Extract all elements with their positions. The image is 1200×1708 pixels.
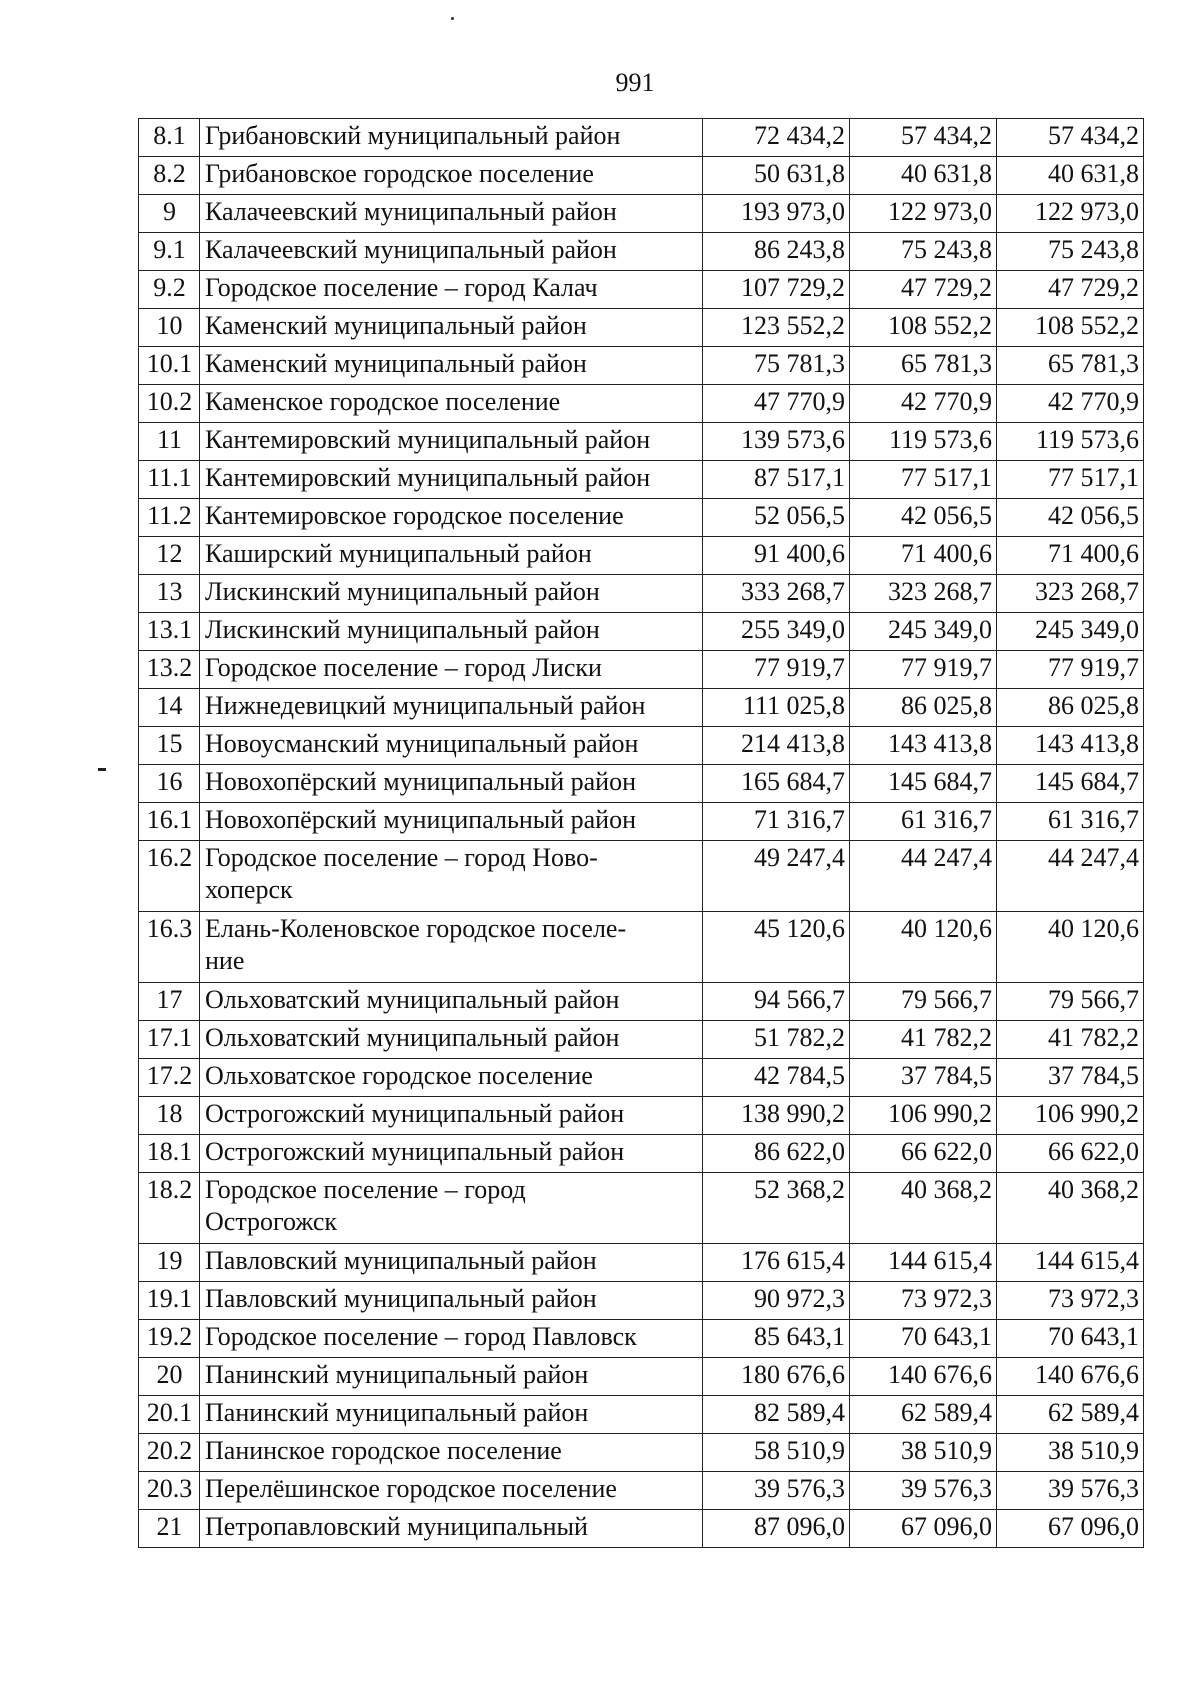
row-number-cell: 13 [139,575,200,613]
table-row [139,1135,1144,1173]
table-row [139,1320,1144,1358]
table-row [139,157,1144,195]
row-number-cell: 20.1 [139,1396,200,1434]
table-body [139,119,1144,1548]
value-cell-3: 323 268,7 [997,575,1144,613]
value-cell-2: 38 510,9 [850,1434,997,1472]
value-cell-3: 106 990,2 [997,1097,1144,1135]
value-cell-3: 119 573,6 [997,423,1144,461]
value-cell-2: 40 631,8 [850,157,997,195]
table-row [139,1282,1144,1320]
row-number-cell: 19.1 [139,1282,200,1320]
municipality-name-cell: Каменский муниципальный район [200,309,703,347]
municipality-name-cell: Городское поселение – город Павловск [200,1320,703,1358]
row-number-cell: 13.2 [139,651,200,689]
value-cell-3: 40 120,6 [997,912,1144,983]
municipality-name-cell: Каменское городское поселение [200,385,703,423]
row-number-cell: 21 [139,1510,200,1548]
value-cell-1: 51 782,2 [703,1021,850,1059]
value-cell-1: 49 247,4 [703,841,850,912]
table-row [139,1396,1144,1434]
table-row [139,1059,1144,1097]
value-cell-3: 108 552,2 [997,309,1144,347]
value-cell-1: 86 622,0 [703,1135,850,1173]
value-cell-1: 139 573,6 [703,423,850,461]
municipality-name-cell: Елань-Коленовское городское поселе- ние [200,912,703,983]
table-row [139,537,1144,575]
municipality-name-cell: Панинское городское поселение [200,1434,703,1472]
row-number-cell: 16 [139,765,200,803]
row-number-cell: 8.1 [139,119,200,157]
value-cell-1: 58 510,9 [703,1434,850,1472]
municipality-name-cell: Павловский муниципальный район [200,1244,703,1282]
row-number-cell: 10 [139,309,200,347]
table-row [139,841,1144,912]
municipality-name-cell: Новохопёрский муниципальный район [200,765,703,803]
value-cell-2: 77 517,1 [850,461,997,499]
value-cell-3: 143 413,8 [997,727,1144,765]
row-number-cell: 19 [139,1244,200,1282]
value-cell-2: 41 782,2 [850,1021,997,1059]
municipality-name-cell: Нижнедевицкий муниципальный район [200,689,703,727]
row-number-cell: 9 [139,195,200,233]
table-row [139,347,1144,385]
row-number-cell: 10.2 [139,385,200,423]
municipality-name-cell: Городское поселение – город Лиски [200,651,703,689]
value-cell-2: 108 552,2 [850,309,997,347]
value-cell-1: 75 781,3 [703,347,850,385]
municipality-name-cell: Калачеевский муниципальный район [200,195,703,233]
value-cell-2: 73 972,3 [850,1282,997,1320]
table-row [139,912,1144,983]
row-number-cell: 8.2 [139,157,200,195]
row-number-cell: 13.1 [139,613,200,651]
value-cell-3: 70 643,1 [997,1320,1144,1358]
value-cell-1: 39 576,3 [703,1472,850,1510]
value-cell-2: 86 025,8 [850,689,997,727]
value-cell-2: 70 643,1 [850,1320,997,1358]
table-row [139,651,1144,689]
table-row [139,271,1144,309]
value-cell-3: 77 517,1 [997,461,1144,499]
value-cell-1: 71 316,7 [703,803,850,841]
municipality-name-cell: Кантемировский муниципальный район [200,423,703,461]
row-number-cell: 9.1 [139,233,200,271]
value-cell-3: 39 576,3 [997,1472,1144,1510]
value-cell-1: 107 729,2 [703,271,850,309]
value-cell-3: 75 243,8 [997,233,1144,271]
value-cell-1: 45 120,6 [703,912,850,983]
value-cell-2: 145 684,7 [850,765,997,803]
municipality-name-cell: Павловский муниципальный район [200,1282,703,1320]
row-number-cell: 11.1 [139,461,200,499]
row-number-cell: 14 [139,689,200,727]
value-cell-3: 62 589,4 [997,1396,1144,1434]
municipality-name-cell: Петропавловский муниципальный [200,1510,703,1548]
value-cell-3: 71 400,6 [997,537,1144,575]
value-cell-3: 65 781,3 [997,347,1144,385]
value-cell-3: 79 566,7 [997,983,1144,1021]
row-number-cell: 17.2 [139,1059,200,1097]
table-row [139,1097,1144,1135]
value-cell-1: 214 413,8 [703,727,850,765]
municipality-name-cell: Ольховатский муниципальный район [200,1021,703,1059]
value-cell-1: 82 589,4 [703,1396,850,1434]
table-row [139,613,1144,651]
value-cell-2: 75 243,8 [850,233,997,271]
value-cell-2: 140 676,6 [850,1358,997,1396]
municipality-name-cell: Перелёшинское городское поселение [200,1472,703,1510]
row-number-cell: 20.2 [139,1434,200,1472]
value-cell-3: 47 729,2 [997,271,1144,309]
municipality-name-cell: Панинский муниципальный район [200,1396,703,1434]
value-cell-1: 333 268,7 [703,575,850,613]
value-cell-1: 165 684,7 [703,765,850,803]
value-cell-1: 193 973,0 [703,195,850,233]
municipality-name-cell: Ольховатский муниципальный район [200,983,703,1021]
table-row [139,727,1144,765]
scan-mark [98,768,106,771]
table-row [139,309,1144,347]
row-number-cell: 20.3 [139,1472,200,1510]
value-cell-2: 66 622,0 [850,1135,997,1173]
value-cell-3: 37 784,5 [997,1059,1144,1097]
value-cell-3: 66 622,0 [997,1135,1144,1173]
value-cell-1: 77 919,7 [703,651,850,689]
value-cell-2: 65 781,3 [850,347,997,385]
value-cell-1: 86 243,8 [703,233,850,271]
row-number-cell: 9.2 [139,271,200,309]
table-row [139,1173,1144,1244]
value-cell-2: 119 573,6 [850,423,997,461]
row-number-cell: 12 [139,537,200,575]
value-cell-2: 42 056,5 [850,499,997,537]
municipality-name-cell: Городское поселение – город Острогожск [200,1173,703,1244]
value-cell-1: 94 566,7 [703,983,850,1021]
row-number-cell: 11 [139,423,200,461]
value-cell-3: 73 972,3 [997,1282,1144,1320]
table-row [139,195,1144,233]
data-table [138,118,1144,1548]
value-cell-2: 144 615,4 [850,1244,997,1282]
value-cell-2: 106 990,2 [850,1097,997,1135]
municipality-name-cell: Калачеевский муниципальный район [200,233,703,271]
value-cell-1: 72 434,2 [703,119,850,157]
value-cell-2: 40 120,6 [850,912,997,983]
table-row [139,423,1144,461]
value-cell-3: 38 510,9 [997,1434,1144,1472]
value-cell-1: 91 400,6 [703,537,850,575]
value-cell-2: 71 400,6 [850,537,997,575]
municipality-name-cell: Городское поселение – город Калач [200,271,703,309]
table-row [139,461,1144,499]
table-row [139,1434,1144,1472]
value-cell-2: 245 349,0 [850,613,997,651]
value-cell-1: 138 990,2 [703,1097,850,1135]
table-row [139,119,1144,157]
value-cell-3: 145 684,7 [997,765,1144,803]
row-number-cell: 16.3 [139,912,200,983]
table-row [139,385,1144,423]
municipality-name-cell: Грибановский муниципальный район [200,119,703,157]
row-number-cell: 19.2 [139,1320,200,1358]
page-number: 991 [615,68,655,97]
row-number-cell: 16.1 [139,803,200,841]
value-cell-3: 40 368,2 [997,1173,1144,1244]
row-number-cell: 10.1 [139,347,200,385]
value-cell-3: 61 316,7 [997,803,1144,841]
value-cell-2: 39 576,3 [850,1472,997,1510]
value-cell-3: 144 615,4 [997,1244,1144,1282]
value-cell-3: 67 096,0 [997,1510,1144,1548]
value-cell-1: 111 025,8 [703,689,850,727]
value-cell-3: 41 782,2 [997,1021,1144,1059]
value-cell-2: 323 268,7 [850,575,997,613]
table-row [139,575,1144,613]
row-number-cell: 11.2 [139,499,200,537]
value-cell-1: 255 349,0 [703,613,850,651]
value-cell-1: 87 096,0 [703,1510,850,1548]
value-cell-3: 42 770,9 [997,385,1144,423]
municipality-name-cell: Острогожский муниципальный район [200,1135,703,1173]
municipality-name-cell: Ольховатское городское поселение [200,1059,703,1097]
value-cell-2: 40 368,2 [850,1173,997,1244]
value-cell-2: 61 316,7 [850,803,997,841]
value-cell-3: 40 631,8 [997,157,1144,195]
row-number-cell: 20 [139,1358,200,1396]
table-row [139,1510,1144,1548]
value-cell-1: 123 552,2 [703,309,850,347]
value-cell-1: 85 643,1 [703,1320,850,1358]
value-cell-3: 77 919,7 [997,651,1144,689]
value-cell-3: 86 025,8 [997,689,1144,727]
table-row [139,689,1144,727]
value-cell-2: 42 770,9 [850,385,997,423]
value-cell-2: 79 566,7 [850,983,997,1021]
value-cell-2: 77 919,7 [850,651,997,689]
row-number-cell: 18.2 [139,1173,200,1244]
municipality-name-cell: Панинский муниципальный район [200,1358,703,1396]
value-cell-3: 245 349,0 [997,613,1144,651]
value-cell-2: 67 096,0 [850,1510,997,1548]
value-cell-3: 44 247,4 [997,841,1144,912]
municipality-name-cell: Городское поселение – город Ново- хоперск [200,841,703,912]
table-row [139,1244,1144,1282]
table-row [139,233,1144,271]
value-cell-2: 143 413,8 [850,727,997,765]
municipality-name-cell: Кантемировское городское поселение [200,499,703,537]
table-row [139,499,1144,537]
municipality-name-cell: Грибановское городское поселение [200,157,703,195]
value-cell-1: 90 972,3 [703,1282,850,1320]
table-row [139,765,1144,803]
row-number-cell: 18 [139,1097,200,1135]
table-row [139,983,1144,1021]
row-number-cell: 18.1 [139,1135,200,1173]
municipality-name-cell: Лискинский муниципальный район [200,613,703,651]
value-cell-1: 50 631,8 [703,157,850,195]
value-cell-1: 47 770,9 [703,385,850,423]
municipality-name-cell: Острогожский муниципальный район [200,1097,703,1135]
value-cell-2: 62 589,4 [850,1396,997,1434]
value-cell-1: 42 784,5 [703,1059,850,1097]
value-cell-1: 180 676,6 [703,1358,850,1396]
value-cell-3: 140 676,6 [997,1358,1144,1396]
value-cell-2: 47 729,2 [850,271,997,309]
municipality-name-cell: Кантемировский муниципальный район [200,461,703,499]
municipality-name-cell: Каширский муниципальный район [200,537,703,575]
municipality-name-cell: Новоусманский муниципальный район [200,727,703,765]
value-cell-3: 42 056,5 [997,499,1144,537]
row-number-cell: 15 [139,727,200,765]
table-row [139,1358,1144,1396]
municipality-name-cell: Новохопёрский муниципальный район [200,803,703,841]
row-number-cell: 17 [139,983,200,1021]
value-cell-1: 52 056,5 [703,499,850,537]
table-row [139,803,1144,841]
value-cell-2: 122 973,0 [850,195,997,233]
municipality-name-cell: Лискинский муниципальный район [200,575,703,613]
row-number-cell: 17.1 [139,1021,200,1059]
table-row [139,1021,1144,1059]
municipality-name-cell: Каменский муниципальный район [200,347,703,385]
scan-speck [451,17,454,20]
value-cell-1: 52 368,2 [703,1173,850,1244]
value-cell-1: 176 615,4 [703,1244,850,1282]
table-row [139,1472,1144,1510]
value-cell-2: 37 784,5 [850,1059,997,1097]
value-cell-2: 57 434,2 [850,119,997,157]
value-cell-3: 122 973,0 [997,195,1144,233]
value-cell-1: 87 517,1 [703,461,850,499]
value-cell-2: 44 247,4 [850,841,997,912]
row-number-cell: 16.2 [139,841,200,912]
value-cell-3: 57 434,2 [997,119,1144,157]
